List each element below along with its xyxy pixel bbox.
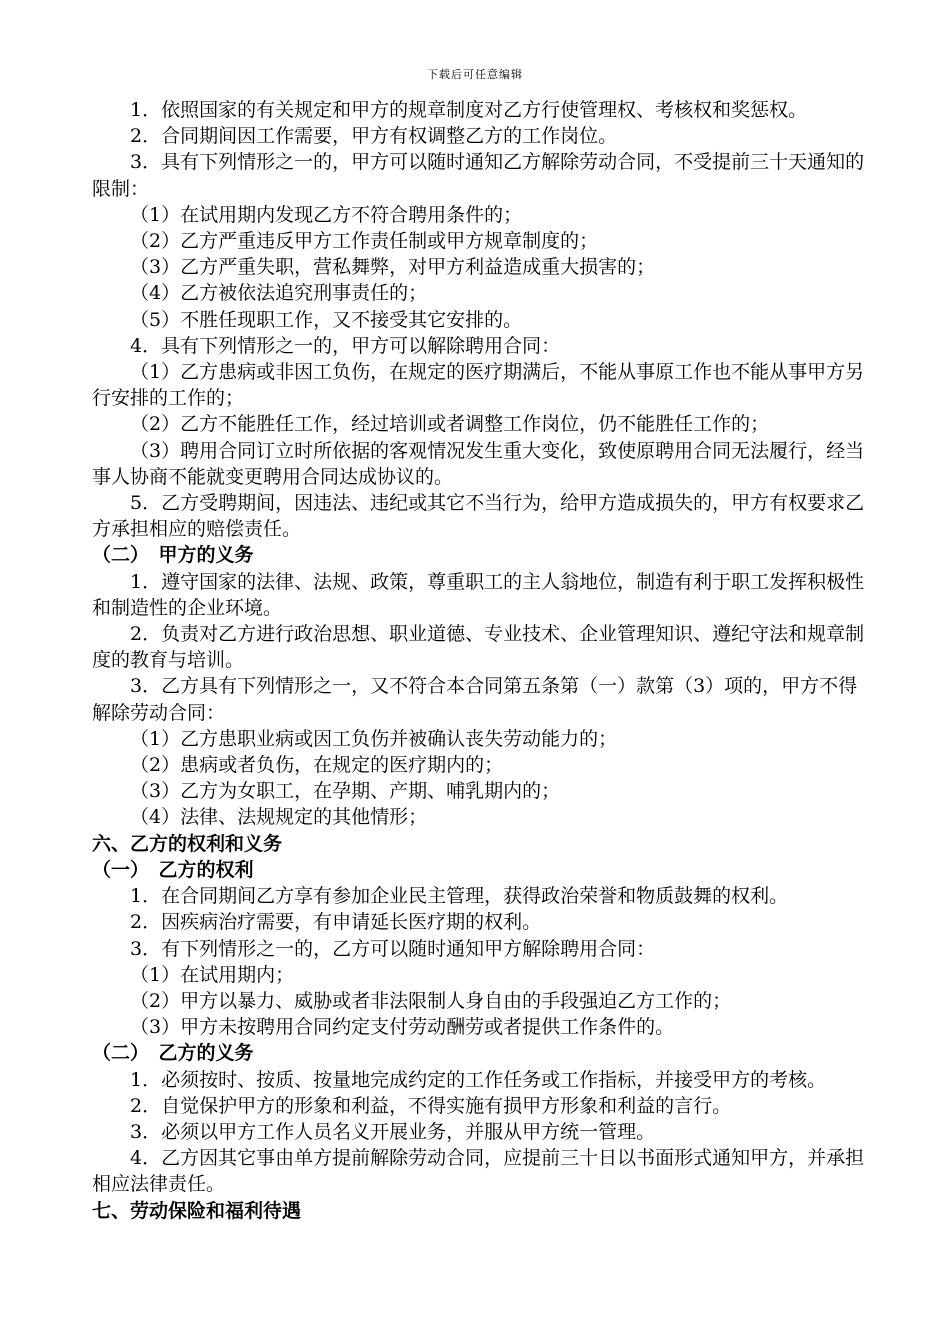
paragraph: 2．自觉保护甲方的形象和利益，不得实施有损甲方形象和利益的言行。 <box>130 1094 732 1117</box>
paragraph: 5．乙方受聘期间，因违法、违纪或其它不当行为，给甲方造成损失的，甲方有权要求乙方承担相应的赔偿责任。 <box>92 492 865 541</box>
paragraph: 2．因疾病治疗需要，有申请延长医疗期的权利。 <box>130 911 542 934</box>
paragraph: （2）甲方以暴力、威胁或者非法限制人身自由的手段强迫乙方工作的； <box>130 989 732 1012</box>
section-heading: （一） 乙方的权利 <box>92 858 254 881</box>
paragraph: （3）乙方严重失职，营私舞弊，对甲方利益造成重大损害的； <box>130 256 656 279</box>
paragraph: （1）乙方患职业病或因工负伤并被确认丧失劳动能力的； <box>130 727 618 750</box>
paragraph: 2．合同期间因工作需要，甲方有权调整乙方的工作岗位。 <box>130 125 618 148</box>
paragraph: 3．乙方具有下列情形之一，又不符合本合同第五条第（一）款第（3）项的，甲方不得解除劳动合同： <box>92 675 858 724</box>
paragraph: （3）乙方为女职工，在孕期、产期、哺乳期内的； <box>130 780 561 803</box>
paragraph: （3）甲方未按聘用合同约定支付劳动酬劳或者提供工作条件的。 <box>130 1016 675 1039</box>
paragraph: 3．必须以甲方工作人员名义开展业务，并服从甲方统一管理。 <box>130 1120 656 1143</box>
paragraph: （1）乙方患病或非因工负伤，在规定的医疗期满后，不能从事原工作也不能从事甲方另行安排的工作的； <box>92 361 865 410</box>
paragraph: 3．有下列情形之一的，乙方可以随时通知甲方解除聘用合同： <box>130 937 656 960</box>
paragraph: 3．具有下列情形之一的，甲方可以随时通知乙方解除劳动合同，不受提前三十天通知的限制： <box>92 151 865 200</box>
paragraph: （4）乙方被依法追究刑事责任的； <box>130 282 428 305</box>
page-header: 下载后可任意编辑 <box>427 68 523 81</box>
paragraph: （2）乙方严重违反甲方工作责任制或甲方规章制度的； <box>130 230 599 253</box>
paragraph: 4．具有下列情形之一的，甲方可以解除聘用合同： <box>130 334 561 357</box>
section-heading: （二） 甲方的义务 <box>92 544 254 567</box>
paragraph: 1．必须按时、按质、按量地完成约定的工作任务或工作指标，并接受甲方的考核。 <box>130 1068 827 1091</box>
section-heading: 六、乙方的权利和义务 <box>92 832 283 855</box>
paragraph: （1）在试用期内； <box>130 963 295 986</box>
paragraph: （2）患病或者负伤，在规定的医疗期内的； <box>130 754 504 777</box>
paragraph: （5）不胜任现职工作，又不接受其它安排的。 <box>130 308 523 331</box>
paragraph: （2）乙方不能胜任工作，经过培训或者调整工作岗位，仍不能胜任工作的； <box>130 413 770 436</box>
paragraph: （4）法律、法规规定的其他情形； <box>130 806 428 829</box>
paragraph: 1．遵守国家的法律、法规、政策，尊重职工的主人翁地位，制造有利于职工发挥积极性和制造性的企业环境。 <box>92 570 865 619</box>
paragraph: 1．依照国家的有关规定和甲方的规章制度对乙方行使管理权、考核权和奖惩权。 <box>130 99 808 121</box>
paragraph: （1）在试用期内发现乙方不符合聘用条件的； <box>130 203 523 226</box>
paragraph: 2．负责对乙方进行政治思想、职业道德、专业技术、企业管理知识、遵纪守法和规章制度的教育与培训。 <box>92 623 865 672</box>
paragraph: 1．在合同期间乙方享有参加企业民主管理，获得政治荣誉和物质鼓舞的权利。 <box>130 885 789 908</box>
section-heading: 七、劳动保险和福利待遇 <box>92 1199 302 1222</box>
paragraph: 4．乙方因其它事由单方提前解除劳动合同，应提前三十日以书面形式通知甲方，并承担相应法律责任。 <box>92 1147 865 1196</box>
document-body <box>92 97 868 1224</box>
section-heading: （二） 乙方的义务 <box>92 1042 254 1065</box>
paragraph: （3）聘用合同订立时所依据的客观情况发生重大变化，致使原聘用合同无法履行，经当事人协商不能就变更聘用合同达成协议的。 <box>92 439 865 488</box>
